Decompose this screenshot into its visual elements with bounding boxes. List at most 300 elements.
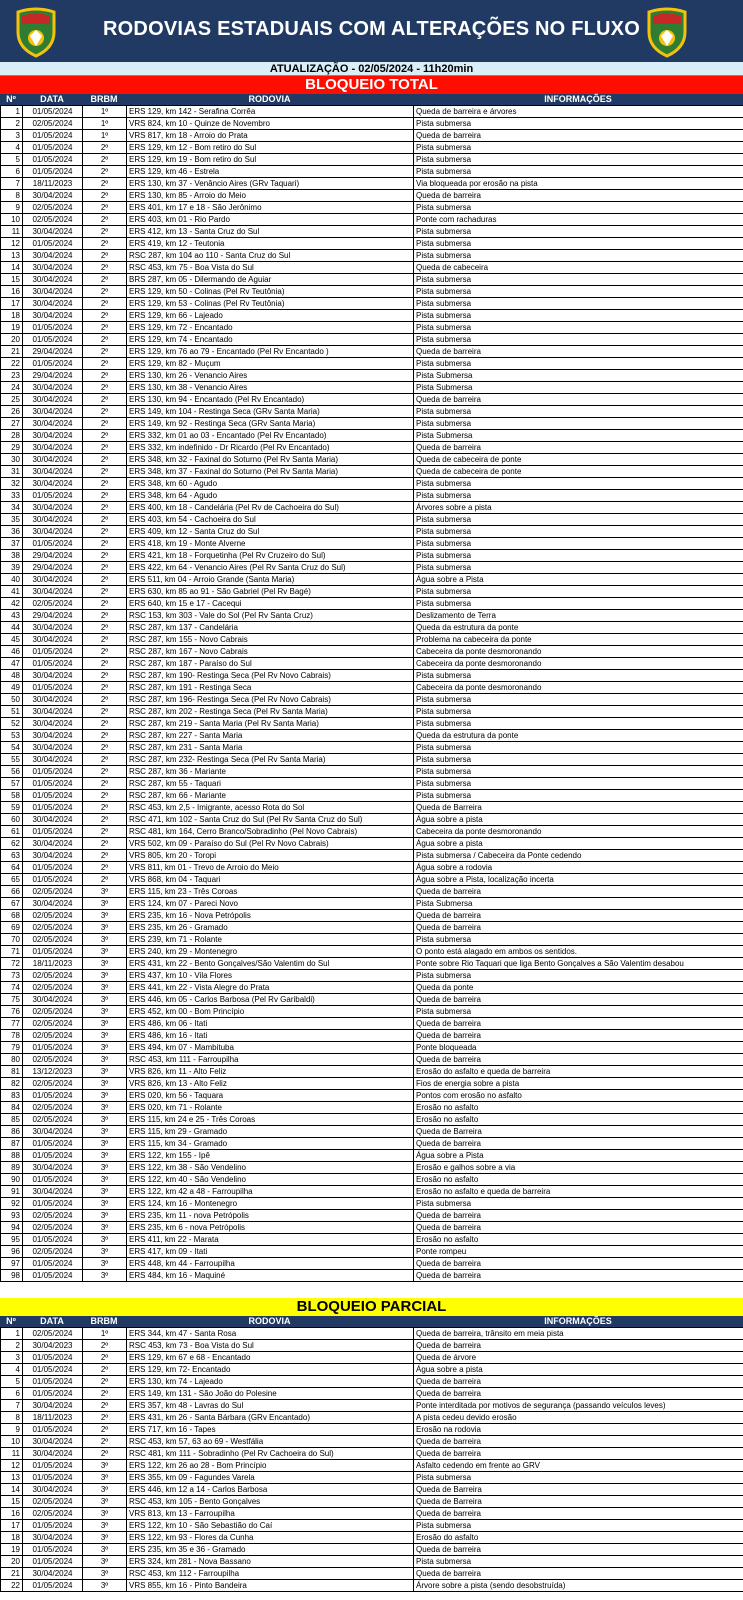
- column-header-date: DATA: [40, 94, 64, 104]
- cell-road: ERS 130, km 26 - Venancio Aires: [127, 370, 414, 382]
- table-row: [1, 502, 743, 514]
- table-row: [1, 826, 743, 838]
- cell-unit: 2º: [83, 178, 127, 190]
- cell-unit: 2º: [83, 298, 127, 310]
- cell-date: 30/04/2024: [23, 730, 83, 742]
- cell-date: 01/05/2024: [23, 1270, 83, 1282]
- cell-info: Queda de barreira: [414, 994, 743, 1006]
- cell-num: 8: [1, 190, 23, 202]
- cell-unit: 2º: [83, 670, 127, 682]
- cell-date: 30/04/2024: [23, 1436, 83, 1448]
- cell-unit: 2º: [83, 454, 127, 466]
- cell-road: VRS 813, km 13 - Farroupilha: [127, 1508, 414, 1520]
- cell-info: Pista submersa: [414, 778, 743, 790]
- cell-num: 95: [1, 1234, 23, 1246]
- cell-unit: 2º: [83, 718, 127, 730]
- cell-unit: 2º: [83, 778, 127, 790]
- cell-road: ERS 494, km 07 - Mambituba: [127, 1042, 414, 1054]
- cell-date: 01/05/2024: [23, 142, 83, 154]
- cell-num: 78: [1, 1030, 23, 1042]
- cell-road: RSC 287, km 55 - Taquari: [127, 778, 414, 790]
- cell-num: 79: [1, 1042, 23, 1054]
- cell-info: Ponte interditada por motivos de segurança (passando veículos leves): [414, 1400, 743, 1412]
- cell-road: ERS 020, km 71 - Rolante: [127, 1102, 414, 1114]
- cell-info: Pista submersa: [414, 310, 743, 322]
- cell-num: 30: [1, 454, 23, 466]
- cell-unit: 2º: [83, 478, 127, 490]
- cell-road: ERS 235, km 6 - nova Petrópolis: [127, 1222, 414, 1234]
- cell-date: 01/05/2024: [23, 538, 83, 550]
- cell-unit: 3º: [83, 1246, 127, 1258]
- cell-unit: 2º: [83, 634, 127, 646]
- cell-num: 91: [1, 1186, 23, 1198]
- cell-date: 01/05/2024: [23, 1174, 83, 1186]
- cell-info: Água sobre a Pista: [414, 1150, 743, 1162]
- cell-info: Erosão no asfalto e queda de barreira: [414, 1186, 743, 1198]
- cell-unit: 3º: [83, 1090, 127, 1102]
- cell-info: Pista Submersa: [414, 382, 743, 394]
- cell-info: Queda de Barreira: [414, 1484, 743, 1496]
- cell-info: Queda da ponte: [414, 982, 743, 994]
- cell-road: RSC 287, km 66 - Mariante: [127, 790, 414, 802]
- cell-info: Pista submersa: [414, 598, 743, 610]
- cell-unit: 3º: [83, 922, 127, 934]
- cell-road: ERS 441, km 22 - Vista Alegre do Prata: [127, 982, 414, 994]
- cell-road: ERS 431, km 22 - Bento Gonçalves/São Valentim do Sul: [127, 958, 414, 970]
- cell-info: Ponte com rachaduras: [414, 214, 743, 226]
- cell-num: 2: [1, 1340, 23, 1352]
- cell-unit: 3º: [83, 1102, 127, 1114]
- cell-unit: 2º: [83, 538, 127, 550]
- cell-date: 02/05/2024: [23, 1006, 83, 1018]
- cell-date: 29/04/2024: [23, 562, 83, 574]
- cell-info: Queda de barreira: [414, 442, 743, 454]
- table-row: [1, 898, 743, 910]
- cell-date: 01/05/2024: [23, 322, 83, 334]
- cell-date: 01/05/2024: [23, 646, 83, 658]
- cell-date: 02/05/2024: [23, 1114, 83, 1126]
- cell-unit: 3º: [83, 1006, 127, 1018]
- cell-unit: 2º: [83, 1388, 127, 1400]
- cell-num: 86: [1, 1126, 23, 1138]
- cell-road: ERS 129, km 76 ao 79 - Encantado (Pel Rv Encantado ): [127, 346, 414, 358]
- cell-num: 17: [1, 298, 23, 310]
- cell-num: 28: [1, 430, 23, 442]
- cell-date: 01/05/2024: [23, 790, 83, 802]
- cell-road: ERS 332, km 01 ao 03 - Encantado (Pel Rv Encantado): [127, 430, 414, 442]
- cell-info: Pista submersa: [414, 142, 743, 154]
- cell-unit: 2º: [83, 1340, 127, 1352]
- table-row: [1, 934, 743, 946]
- cell-road: ERS 115, km 29 - Gramado: [127, 1126, 414, 1138]
- cell-num: 73: [1, 970, 23, 982]
- cell-num: 46: [1, 646, 23, 658]
- table-row: [1, 694, 743, 706]
- cell-date: 01/05/2024: [23, 1138, 83, 1150]
- cell-road: ERS 130, km 37 - Venâncio Aires (GRv Taquari): [127, 178, 414, 190]
- cell-num: 70: [1, 934, 23, 946]
- cell-date: 30/04/2023: [23, 1340, 83, 1352]
- table-row: [1, 922, 743, 934]
- table-row: [1, 250, 743, 262]
- cell-road: ERS 235, km 35 e 36 - Gramado: [127, 1544, 414, 1556]
- cell-unit: 2º: [83, 550, 127, 562]
- cell-info: Pista submersa: [414, 226, 743, 238]
- table-row: [1, 1448, 743, 1460]
- cell-road: ERS 130, km 85 - Arroio do Meio: [127, 190, 414, 202]
- cell-num: 27: [1, 418, 23, 430]
- cell-unit: 2º: [83, 586, 127, 598]
- cell-unit: 2º: [83, 802, 127, 814]
- cell-unit: 3º: [83, 1030, 127, 1042]
- table-row: [1, 670, 743, 682]
- cell-num: 88: [1, 1150, 23, 1162]
- cell-info: Queda de barreira: [414, 1270, 743, 1282]
- cell-num: 12: [1, 238, 23, 250]
- table-row: [1, 1484, 743, 1496]
- table-row: [1, 1340, 743, 1352]
- table-row: [1, 1568, 743, 1580]
- cell-road: ERS 348, km 60 - Agudo: [127, 478, 414, 490]
- table-row: [1, 1174, 743, 1186]
- table-row: [1, 838, 743, 850]
- cell-date: 02/05/2024: [23, 1102, 83, 1114]
- cell-info: Queda da estrutura da ponte: [414, 730, 743, 742]
- table-row: [1, 190, 743, 202]
- cell-road: ERS 486, km 16 - Itati: [127, 1030, 414, 1042]
- cell-unit: 2º: [83, 814, 127, 826]
- cell-unit: 2º: [83, 142, 127, 154]
- table-row: [1, 1376, 743, 1388]
- cell-unit: 2º: [83, 706, 127, 718]
- cell-num: 25: [1, 394, 23, 406]
- cell-info: Queda de Barreira: [414, 1126, 743, 1138]
- cell-unit: 3º: [83, 982, 127, 994]
- table-row: [1, 1006, 743, 1018]
- cell-info: Pista submersa: [414, 694, 743, 706]
- cell-num: 32: [1, 478, 23, 490]
- cell-num: 66: [1, 886, 23, 898]
- cell-num: 7: [1, 1400, 23, 1412]
- cell-road: RSC 453, km 57, 63 ao 69 - Westfália: [127, 1436, 414, 1448]
- cell-unit: 2º: [83, 202, 127, 214]
- cell-date: 01/05/2024: [23, 1090, 83, 1102]
- cell-date: 30/04/2024: [23, 382, 83, 394]
- cell-unit: 3º: [83, 1198, 127, 1210]
- cell-info: Queda de Barreira: [414, 802, 743, 814]
- cell-date: 30/04/2024: [23, 298, 83, 310]
- cell-unit: 3º: [83, 1114, 127, 1126]
- table-row: [1, 466, 743, 478]
- cell-unit: 2º: [83, 574, 127, 586]
- cell-road: RSC 481, km 111 - Sobradinho (Pel Rv Cachoeira do Sul): [127, 1448, 414, 1460]
- cell-num: 47: [1, 658, 23, 670]
- cell-num: 19: [1, 322, 23, 334]
- cell-info: Queda de barreira: [414, 1138, 743, 1150]
- cell-road: ERS 419, km 12 - Teutonia: [127, 238, 414, 250]
- table-row: [1, 514, 743, 526]
- table-row: [1, 118, 743, 130]
- cell-road: VRS 868, km 04 - Taquari: [127, 874, 414, 886]
- cell-unit: 2º: [83, 562, 127, 574]
- table-row: [1, 994, 743, 1006]
- cell-date: 01/05/2024: [23, 130, 83, 142]
- cell-unit: 2º: [83, 1400, 127, 1412]
- cell-info: Ponte bloqueada: [414, 1042, 743, 1054]
- cell-date: 02/05/2024: [23, 1018, 83, 1030]
- cell-info: Pista submersa: [414, 706, 743, 718]
- table-row: [1, 1400, 743, 1412]
- cell-date: 30/04/2024: [23, 718, 83, 730]
- cell-date: 30/04/2024: [23, 430, 83, 442]
- cell-road: RSC 481, km 164, Cerro Branco/Sobradinho (Pel Novo Cabrais): [127, 826, 414, 838]
- cell-num: 33: [1, 490, 23, 502]
- cell-road: ERS 149, km 92 - Restinga Seca (GRv Santa Maria): [127, 418, 414, 430]
- cell-num: 90: [1, 1174, 23, 1186]
- table-row: [1, 1030, 743, 1042]
- table-row: [1, 1150, 743, 1162]
- cell-info: Queda de barreira: [414, 1018, 743, 1030]
- cell-road: ERS 422, km 64 - Venancio Aires (Pel Rv Santa Cruz do Sul): [127, 562, 414, 574]
- column-header-road: RODOVIA: [248, 1316, 291, 1326]
- cell-info: Queda de barreira: [414, 1436, 743, 1448]
- cell-num: 38: [1, 550, 23, 562]
- cell-date: 02/05/2024: [23, 886, 83, 898]
- cell-date: 01/05/2024: [23, 1424, 83, 1436]
- cell-unit: 2º: [83, 334, 127, 346]
- cell-num: 53: [1, 730, 23, 742]
- cell-num: 52: [1, 718, 23, 730]
- table-row: [1, 166, 743, 178]
- table-row: [1, 382, 743, 394]
- table-row: [1, 106, 743, 118]
- cell-date: 02/05/2024: [23, 1246, 83, 1258]
- cell-date: 01/05/2024: [23, 1376, 83, 1388]
- cell-road: RSC 453, km 75 - Boa Vista do Sul: [127, 262, 414, 274]
- cell-road: ERS 235, km 16 - Nova Petrópolis: [127, 910, 414, 922]
- cell-num: 36: [1, 526, 23, 538]
- cell-info: Pista submersa / Cabeceira da Ponte cedendo: [414, 850, 743, 862]
- table-row: [1, 1388, 743, 1400]
- table-row: [1, 610, 743, 622]
- cell-num: 22: [1, 358, 23, 370]
- table-row: [1, 1544, 743, 1556]
- cell-unit: 2º: [83, 322, 127, 334]
- cell-unit: 3º: [83, 1066, 127, 1078]
- cell-date: 02/05/2024: [23, 1508, 83, 1520]
- cell-info: Pista submersa: [414, 406, 743, 418]
- table-row: [1, 430, 743, 442]
- table-row: [1, 1270, 743, 1282]
- table-row: [1, 358, 743, 370]
- cell-road: RSC 287, km 137 - Candelária: [127, 622, 414, 634]
- cell-unit: 2º: [83, 418, 127, 430]
- cell-unit: 2º: [83, 274, 127, 286]
- cell-info: Pista submersa: [414, 286, 743, 298]
- cell-num: 13: [1, 1472, 23, 1484]
- cell-unit: 2º: [83, 1424, 127, 1436]
- cell-num: 6: [1, 1388, 23, 1400]
- cell-num: 63: [1, 850, 23, 862]
- cell-unit: 3º: [83, 1186, 127, 1198]
- cell-info: O ponto está alagado em ambos os sentidos.: [414, 946, 743, 958]
- cell-num: 29: [1, 442, 23, 454]
- cell-road: RSC 287, km 227 - Santa Maria: [127, 730, 414, 742]
- cell-num: 15: [1, 1496, 23, 1508]
- cell-unit: 2º: [83, 1412, 127, 1424]
- cell-date: 30/04/2024: [23, 502, 83, 514]
- cell-date: 01/05/2024: [23, 490, 83, 502]
- cell-road: ERS 129, km 12 - Bom retiro do Sul: [127, 142, 414, 154]
- cell-num: 98: [1, 1270, 23, 1282]
- column-header-info: INFORMAÇÕES: [544, 94, 612, 104]
- cell-num: 49: [1, 682, 23, 694]
- cell-date: 01/05/2024: [23, 154, 83, 166]
- cell-road: ERS 437, km 10 - Vila Flores: [127, 970, 414, 982]
- cell-num: 94: [1, 1222, 23, 1234]
- cell-road: ERS 115, km 24 e 25 - Três Coroas: [127, 1114, 414, 1126]
- cell-road: RSC 453, km 73 - Boa Vista do Sul: [127, 1340, 414, 1352]
- cell-road: ERS 115, km 34 - Gramado: [127, 1138, 414, 1150]
- cell-num: 58: [1, 790, 23, 802]
- cell-road: ERS 129, km 72- Encantado: [127, 1364, 414, 1376]
- cell-info: Pista submersa: [414, 358, 743, 370]
- cell-num: 87: [1, 1138, 23, 1150]
- cell-info: Queda de barreira: [414, 1544, 743, 1556]
- cell-num: 43: [1, 610, 23, 622]
- cell-info: Água sobre a pista: [414, 1364, 743, 1376]
- cell-unit: 1º: [83, 130, 127, 142]
- cell-date: 30/04/2024: [23, 670, 83, 682]
- cell-date: 01/05/2024: [23, 166, 83, 178]
- brigada-militar-badge-icon: [643, 6, 691, 58]
- cell-info: Pista submersa: [414, 1520, 743, 1532]
- table-row: [1, 1042, 743, 1054]
- cell-info: Cabeceira da ponte desmoronando: [414, 682, 743, 694]
- cell-date: 30/04/2024: [23, 814, 83, 826]
- cell-date: 02/05/2024: [23, 118, 83, 130]
- cell-unit: 2º: [83, 238, 127, 250]
- cell-unit: 3º: [83, 1520, 127, 1532]
- table-row: [1, 718, 743, 730]
- cell-road: ERS 355, km 09 - Fagundes Varela: [127, 1472, 414, 1484]
- bloqueio-parcial-table: [0, 1327, 743, 1592]
- table-row: [1, 1186, 743, 1198]
- cell-unit: 2º: [83, 370, 127, 382]
- cell-num: 93: [1, 1210, 23, 1222]
- cell-date: 02/05/2024: [23, 1496, 83, 1508]
- table-row: [1, 1018, 743, 1030]
- cell-date: 01/05/2024: [23, 1042, 83, 1054]
- table-row: [1, 1508, 743, 1520]
- table-row: [1, 550, 743, 562]
- table-row: [1, 970, 743, 982]
- cell-num: 96: [1, 1246, 23, 1258]
- cell-road: ERS 122, km 40 - São Vendelino: [127, 1174, 414, 1186]
- table-row: [1, 1556, 743, 1568]
- cell-num: 77: [1, 1018, 23, 1030]
- cell-info: Pista submersa: [414, 166, 743, 178]
- cell-unit: 3º: [83, 886, 127, 898]
- cell-road: RSC 287, km 190- Restinga Seca (Pel Rv Novo Cabrais): [127, 670, 414, 682]
- cell-unit: 3º: [83, 1078, 127, 1090]
- cell-road: RSC 287, km 104 ao 110 - Santa Cruz do Sul: [127, 250, 414, 262]
- cell-info: Erosão no asfalto: [414, 1174, 743, 1186]
- cell-date: 01/05/2024: [23, 238, 83, 250]
- cell-num: 1: [1, 1328, 23, 1340]
- cell-num: 60: [1, 814, 23, 826]
- cell-date: 01/05/2024: [23, 1388, 83, 1400]
- cell-unit: 3º: [83, 1138, 127, 1150]
- cell-road: RSC 287, km 36 - Mariante: [127, 766, 414, 778]
- cell-num: 10: [1, 1436, 23, 1448]
- table-row: [1, 1532, 743, 1544]
- cell-date: 01/05/2024: [23, 658, 83, 670]
- cell-info: A pista cedeu devido erosão: [414, 1412, 743, 1424]
- cell-unit: 3º: [83, 1556, 127, 1568]
- table-row: [1, 562, 743, 574]
- cell-road: ERS 412, km 13 - Santa Cruz do Sul: [127, 226, 414, 238]
- cell-unit: 3º: [83, 1580, 127, 1592]
- cell-unit: 2º: [83, 1448, 127, 1460]
- bloqueio-parcial-banner: BLOQUEIO PARCIAL: [0, 1298, 743, 1316]
- cell-num: 37: [1, 538, 23, 550]
- column-header-row: [0, 94, 743, 105]
- cell-unit: 2º: [83, 214, 127, 226]
- page-title: RODOVIAS ESTADUAIS COM ALTERAÇÕES NO FLUXO: [103, 18, 640, 40]
- cell-unit: 2º: [83, 622, 127, 634]
- cell-date: 01/05/2024: [23, 778, 83, 790]
- table-row: [1, 478, 743, 490]
- cell-date: 30/04/2024: [23, 850, 83, 862]
- cell-num: 11: [1, 1448, 23, 1460]
- cell-info: Pista submersa: [414, 202, 743, 214]
- cell-info: Pista submersa: [414, 478, 743, 490]
- cell-num: 80: [1, 1054, 23, 1066]
- cell-unit: 2º: [83, 694, 127, 706]
- table-row: [1, 1472, 743, 1484]
- cell-num: 20: [1, 1556, 23, 1568]
- cell-road: ERS 717, km 16 - Tapes: [127, 1424, 414, 1436]
- cell-unit: 3º: [83, 1174, 127, 1186]
- cell-info: Queda da estrutura da ponte: [414, 622, 743, 634]
- table-row: [1, 778, 743, 790]
- column-header-date: DATA: [40, 1316, 64, 1326]
- cell-date: 02/05/2024: [23, 934, 83, 946]
- cell-unit: 3º: [83, 1222, 127, 1234]
- table-row: [1, 1424, 743, 1436]
- cell-num: 14: [1, 1484, 23, 1496]
- table-row: [1, 874, 743, 886]
- cell-road: VRS 826, km 13 - Alto Feliz: [127, 1078, 414, 1090]
- cell-unit: 2º: [83, 826, 127, 838]
- cell-road: ERS 129, km 50 - Colinas (Pel Rv Teutônia): [127, 286, 414, 298]
- cell-date: 30/04/2024: [23, 250, 83, 262]
- cell-unit: 2º: [83, 598, 127, 610]
- cell-road: ERS 403, km 01 - Rio Pardo: [127, 214, 414, 226]
- cell-num: 51: [1, 706, 23, 718]
- cell-road: ERS 324, km 281 - Nova Bassano: [127, 1556, 414, 1568]
- cell-road: ERS 400, km 18 - Candelária (Pel Rv de Cachoeira do Sul): [127, 502, 414, 514]
- cell-info: Pista submersa: [414, 418, 743, 430]
- cell-info: Árvores sobre a pista: [414, 502, 743, 514]
- cell-unit: 2º: [83, 862, 127, 874]
- table-row: [1, 490, 743, 502]
- cell-road: ERS 129, km 46 - Estrela: [127, 166, 414, 178]
- table-row: [1, 214, 743, 226]
- cell-info: Queda de barreira: [414, 1448, 743, 1460]
- cell-date: 01/05/2024: [23, 334, 83, 346]
